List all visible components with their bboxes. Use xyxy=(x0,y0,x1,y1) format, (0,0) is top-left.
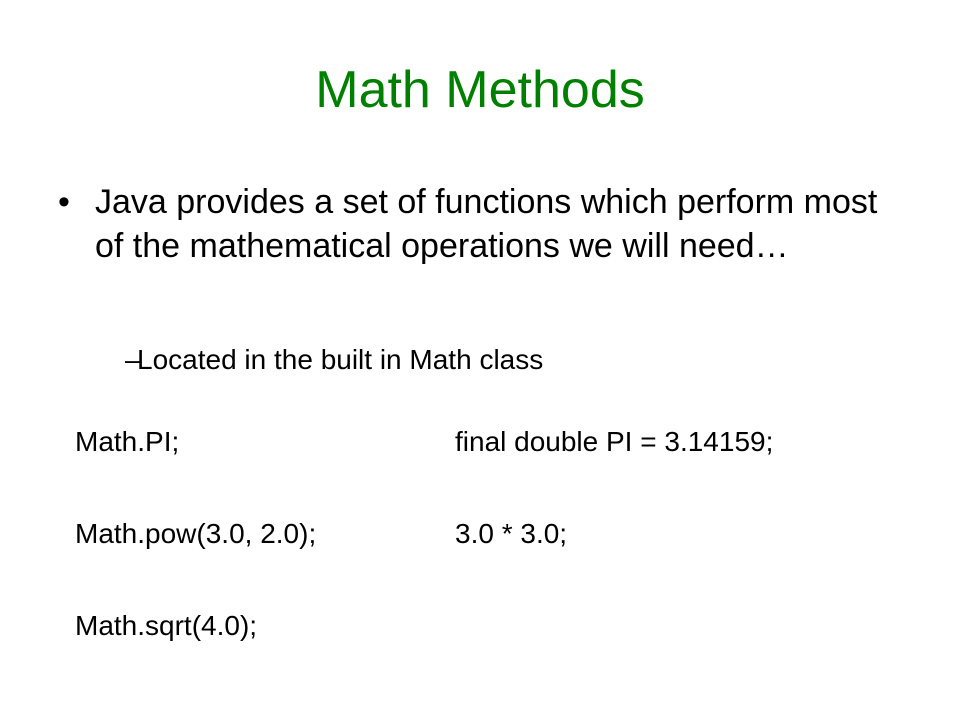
code-math-pow: Math.pow(3.0, 2.0); xyxy=(75,518,317,549)
bullet-marker: • xyxy=(58,183,70,221)
code-final-double-pi: final double PI = 3.14159; xyxy=(455,426,774,457)
sub-bullet-marker: – xyxy=(125,344,141,375)
code-math-sqrt: Math.sqrt(4.0); xyxy=(75,610,258,641)
slide-title: Math Methods xyxy=(315,61,645,119)
code-math-pi: Math.PI; xyxy=(75,426,180,457)
bullet-text: Java provides a set of functions which perform most of the mathematical operations we will need… xyxy=(95,183,878,265)
code-multiplication: 3.0 * 3.0; xyxy=(455,518,568,549)
code-examples xyxy=(75,420,935,650)
sub-bullet-text: Located in the built in Math class xyxy=(137,344,544,375)
